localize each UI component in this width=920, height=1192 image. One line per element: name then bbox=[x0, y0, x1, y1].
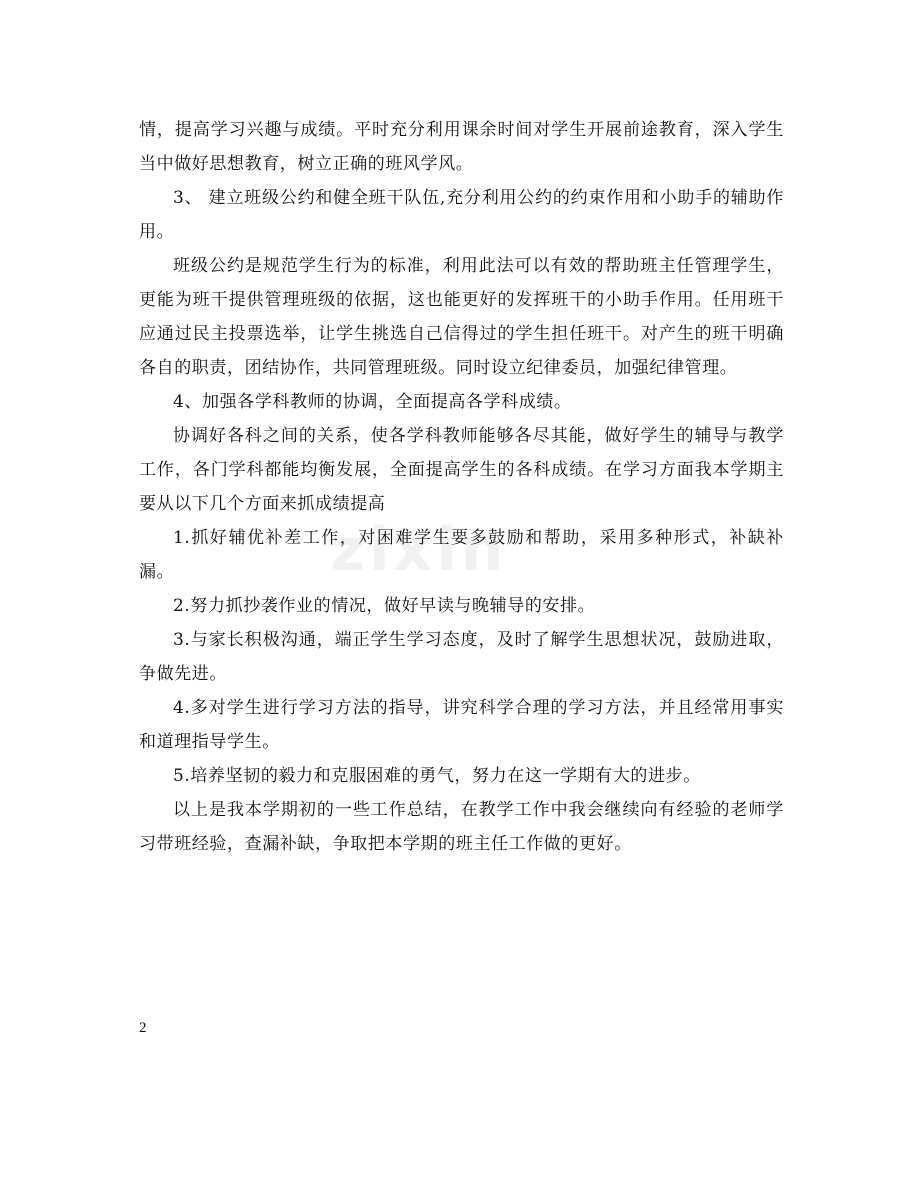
paragraph: 2.努力抓抄袭作业的情况，做好早读与晚辅导的安排。 bbox=[173, 596, 596, 616]
paragraph: 以上是我本学期初的一些工作总结，在教学工作中我会继续向有经验的老师学习带班经验，查漏补缺，争取把本学期的班主任工作做的更好。 bbox=[139, 800, 784, 854]
paragraph: 3.与家长积极沟通，端正学生学习态度，及时了解学生思想状况，鼓励进取，争做先进。 bbox=[139, 630, 784, 684]
watermark: zixin bbox=[330, 515, 508, 585]
paragraph: 1.抓好辅优补差工作，对困难学生要多鼓励和帮助，采用多种形式，补缺补漏。 bbox=[139, 528, 784, 582]
page-number: 2 bbox=[139, 1020, 147, 1036]
paragraph: 4.多对学生进行学习方法的指导，讲究科学合理的学习方法，并且经常用事实和道理指导学生。 bbox=[139, 698, 784, 752]
paragraph: 5.培养坚韧的毅力和克服困难的勇气，努力在这一学期有大的进步。 bbox=[173, 766, 701, 786]
paragraph: 班级公约是规范学生行为的标准，利用此法可以有效的帮助班主任管理学生，更能为班干提供管理班级的依据，这也能更好的发挥班干的小助手作用。任用班干应通过民主投票选举，让学生挑选自己信得过的学生担任班干。对产生的班干明确各自的职责，团结协作，共同管理班级。同时设立纪律委员，加强纪律管理。 bbox=[139, 256, 784, 378]
paragraph: 3、 建立班级公约和健全班干队伍,充分利用公约的约束作用和小助手的辅助作用。 bbox=[139, 188, 784, 242]
paragraph: 协调好各科之间的关系，使各学科教师能够各尽其能，做好学生的辅导与教学工作，各门学科都能均衡发展，全面提高学生的各科成绩。在学习方面我本学期主要从以下几个方面来抓成绩提高 bbox=[139, 426, 784, 514]
paragraph: 4、加强各学科教师的协调，全面提高各学科成绩。 bbox=[173, 392, 572, 412]
paragraph: 情，提高学习兴趣与成绩。平时充分利用课余时间对学生开展前途教育，深入学生当中做好思想教育，树立正确的班风学风。 bbox=[139, 120, 784, 174]
body-text bbox=[139, 113, 784, 861]
